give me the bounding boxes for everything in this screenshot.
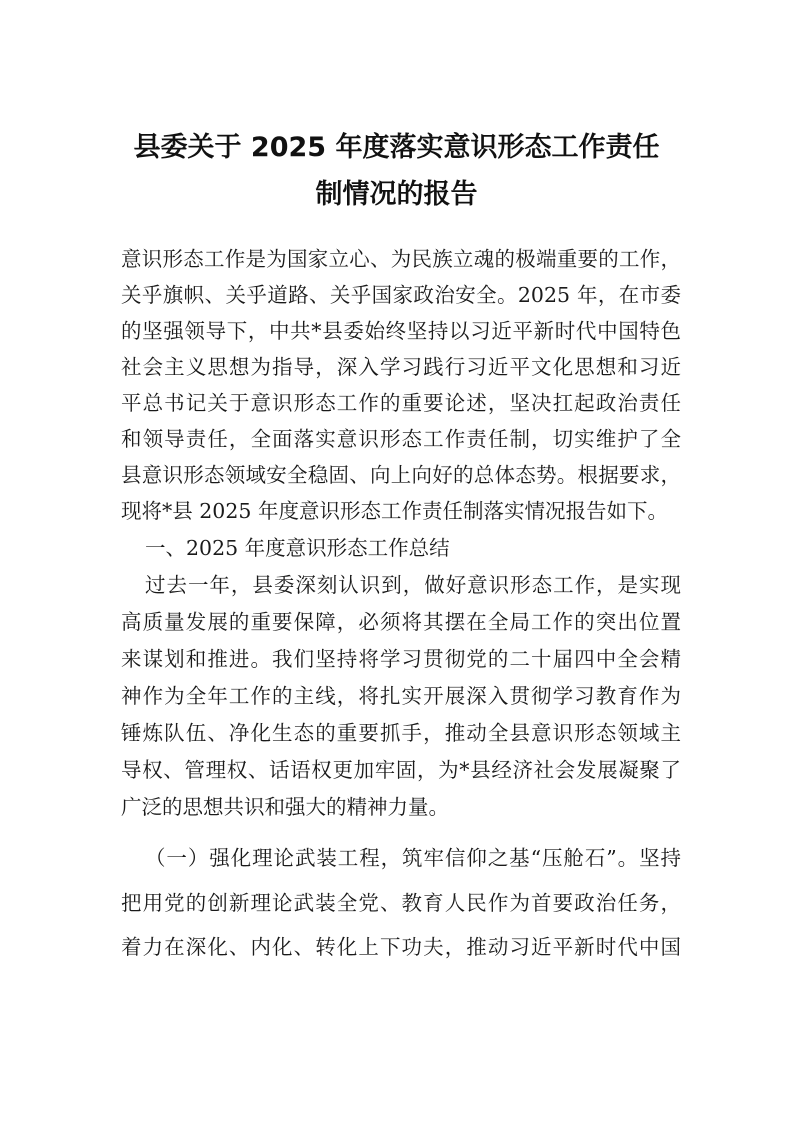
body-line: 导权、管理权、话语权更加牢固，为*县经济社会发展凝聚了 (121, 758, 681, 782)
body-line: 和领导责任，全面落实意识形态工作责任制，切实维护了全 (121, 427, 681, 451)
body-line: 高质量发展的重要保障，必须将其摆在全局工作的突出位置 (121, 610, 681, 634)
section-heading: 一、2025 年度意识形态工作总结 (145, 536, 450, 560)
body-line: 的坚强领导下，中共*县委始终坚持以习近平新时代中国特色 (121, 319, 681, 343)
body-line: 社会主义思想为指导，深入学习践行习近平文化思想和习近 (121, 355, 681, 379)
document-title-line-2: 制情况的报告 (315, 179, 478, 210)
body-line: 现将*县 2025 年度意识形态工作责任制落实情况报告如下。 (121, 499, 668, 523)
body-line: 关乎旗帜、关乎道路、关乎国家政治安全。2025 年，在市委 (121, 283, 681, 307)
body-line: 神作为全年工作的主线，将扎实开展深入贯彻学习教育作为 (121, 684, 681, 708)
body-line: 过去一年，县委深刻认识到，做好意识形态工作，是实现 (145, 573, 681, 597)
subsection-heading-line: （一）强化理论武装工程，筑牢信仰之基“压舱石”。坚持 (145, 846, 681, 870)
body-line: 锤炼队伍、净化生态的重要抓手，推动全县意识形态领域主 (121, 721, 681, 745)
body-line: 广泛的思想共识和强大的精神力量。 (121, 795, 449, 819)
body-line: 意识形态工作是为国家立心、为民族立魂的极端重要的工作， (121, 247, 681, 271)
body-line: 平总书记关于意识形态工作的重要论述，坚决扛起政治责任 (121, 391, 681, 415)
body-line: 来谋划和推进。我们坚持将学习贯彻党的二十届四中全会精 (121, 647, 681, 671)
body-line: 把用党的创新理论武装全党、教育人民作为首要政治任务， (121, 891, 681, 915)
body-line: 县意识形态领域安全稳固、向上向好的总体态势。根据要求， (121, 463, 681, 487)
body-line: 着力在深化、内化、转化上下功夫，推动习近平新时代中国 (121, 935, 681, 959)
document-title-line-1: 县委关于 2025 年度落实意识形态工作责任 (133, 132, 660, 163)
